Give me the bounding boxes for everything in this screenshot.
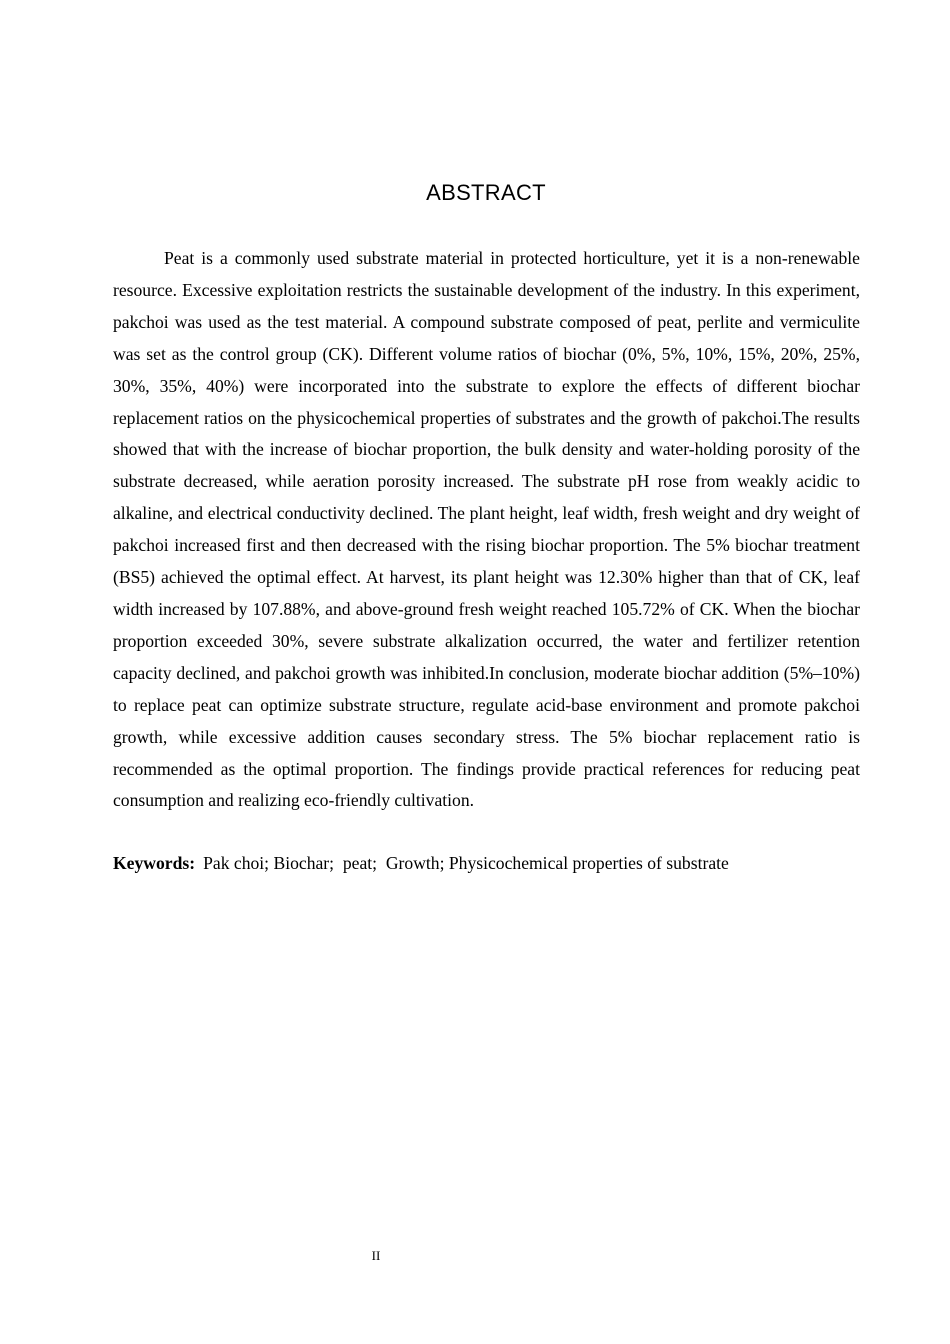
abstract-title: ABSTRACT	[426, 180, 546, 205]
page-number: II	[371, 1248, 381, 1263]
keywords-label: Keywords:	[113, 853, 196, 873]
keywords-text: Pak choi; Biochar; peat; Growth; Physicochemical properties of substrate	[203, 853, 729, 873]
keywords-line	[113, 848, 860, 880]
abstract-body: Peat is a commonly used substrate material in protected horticulture, yet it is a non-renewable resource. Excessive exploitation restricts the sustainable development of the industry. In this experiment, pakchoi was used as the test material. A compound substrate composed of peat, perlite and vermiculite was set as the control group (CK). Different volume ratios of biochar (0%, 5%, 10%, 15%, 20%, 25%, 30%, 35%, 40%) were incorporated into the substrate to explore the effects of different biochar replacement ratios on the physicochemical properties of substrates and the growth of pakchoi.The results showed that with the increase of biochar proportion, the bulk density and water-holding porosity of the substrate decreased, while aeration porosity increased. The substrate pH rose from weakly acidic to alkaline, and electrical conductivity declined. The plant height, leaf width, fresh weight and dry weight of pakchoi increased first and then decreased with the rising biochar proportion. The 5% biochar treatment (BS5) achieved the optimal effect. At harvest, its plant height was 12.30% higher than that of CK, leaf width increased by 107.88%, and above-ground fresh weight reached 105.72% of CK. When the biochar proportion exceeded 30%, severe substrate alkalization occurred, the water and fertilizer retention capacity declined, and pakchoi growth was inhibited.In conclusion, moderate biochar addition (5%–10%) to replace peat can optimize substrate structure, regulate acid-base environment and promote pakchoi growth, while excessive addition causes secondary stress. The 5% biochar replacement ratio is recommended as the optimal proportion. The findings provide practical references for reducing peat consumption and realizing eco-friendly cultivation.	[113, 248, 860, 811]
